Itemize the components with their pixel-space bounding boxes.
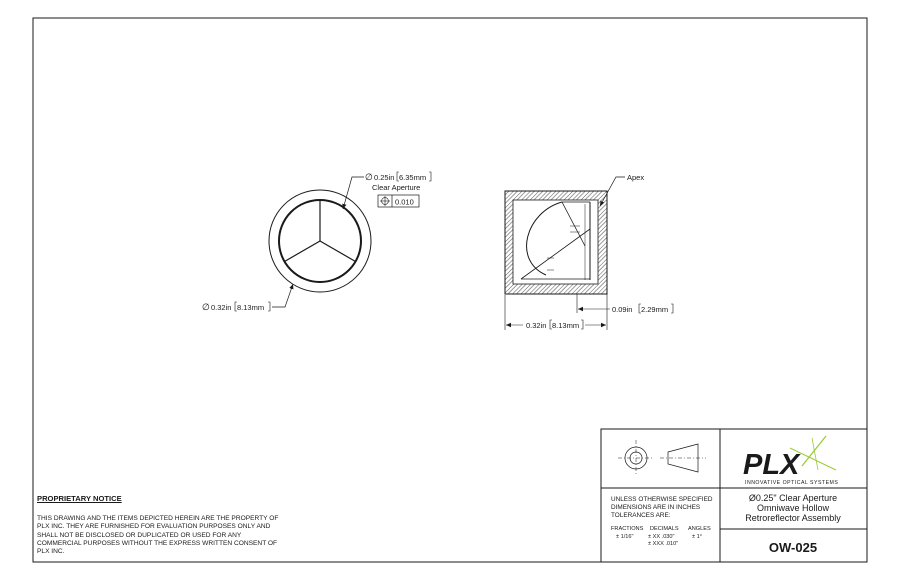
side-view-section <box>505 173 673 330</box>
mm-bracket-right <box>429 172 431 181</box>
plx-logo <box>743 436 838 486</box>
mirror-seam-left <box>285 241 321 262</box>
length-dim-mm: 8.13mm <box>552 321 580 330</box>
part-number: OW-025 <box>768 540 818 555</box>
tolerance-line-2: DIMENSIONS ARE IN INCHES <box>611 504 701 511</box>
part-title-line-1: Ø0.25" Clear Aperture <box>748 493 838 503</box>
clear-aperture-leader <box>343 177 364 209</box>
outer-diameter-dim: 0.32in <box>211 303 232 312</box>
clear-aperture-dim: 0.25in <box>374 173 395 182</box>
clear-aperture-label: Clear Aperture <box>372 183 421 192</box>
tolerance-line-1: UNLESS OTHERWISE SPECIFIED <box>611 496 713 503</box>
notice-body: THIS DRAWING AND THE ITEMS DEPICTED HEREIN ARE THE PROPERTY OF PLX INC. THEY ARE FURNISHED FOR EVALUATION PURPOSES ONLY AND SHALL NOT BE DISCLOSED OR DUPLICATED OR USED FOR ANY COMMERCIAL PURPOSES WITHOUT THE EXPRESS WRITTEN CONSENT OF PLX INC. <box>37 515 279 556</box>
logo-text: PLX <box>743 449 800 481</box>
title-block <box>601 429 867 562</box>
tolerance-line-3: TOLERANCES ARE: <box>611 512 671 519</box>
position-tolerance-icon <box>380 196 390 206</box>
outer-diameter-symbol: ∅ <box>202 302 210 312</box>
outer-diameter-dim-mm: 8.13mm <box>237 303 265 312</box>
proprietary-notice <box>37 494 287 556</box>
decimals-label: DECIMALS <box>650 526 679 532</box>
decimals-xxx: ± XXX .010" <box>648 541 679 547</box>
angles-value: ± 1° <box>692 534 702 540</box>
clear-aperture-diameter-symbol: ∅ <box>365 172 373 182</box>
angles-label: ANGLES <box>688 526 711 532</box>
length-dim: 0.32in <box>526 321 547 330</box>
sheet-border <box>33 18 867 562</box>
clear-aperture-dim-mm: 6.35mm <box>399 173 427 182</box>
notice-title: PROPRIETARY NOTICE <box>37 494 122 503</box>
mirror-seam-right <box>320 241 356 262</box>
part-title-line-2: Omniwave Hollow <box>756 503 830 513</box>
apex-label: Apex <box>627 173 645 182</box>
part-title-line-3: Retroreflector Assembly <box>745 513 841 523</box>
fractions-label: FRACTIONS <box>611 526 644 532</box>
front-view <box>202 172 431 312</box>
outer-diameter-leader <box>272 284 293 307</box>
position-tolerance-value: 0.010 <box>395 197 414 207</box>
depth-dim: 0.09in <box>612 305 633 314</box>
logo-tagline: INNOVATIVE OPTICAL SYSTEMS <box>745 480 839 486</box>
depth-dim-mm: 2.29mm <box>641 305 669 314</box>
decimals-xx: ± XX .030" <box>648 534 675 540</box>
third-angle-projection-icon <box>618 440 706 476</box>
fractions-value: ± 1/16" <box>616 534 634 540</box>
